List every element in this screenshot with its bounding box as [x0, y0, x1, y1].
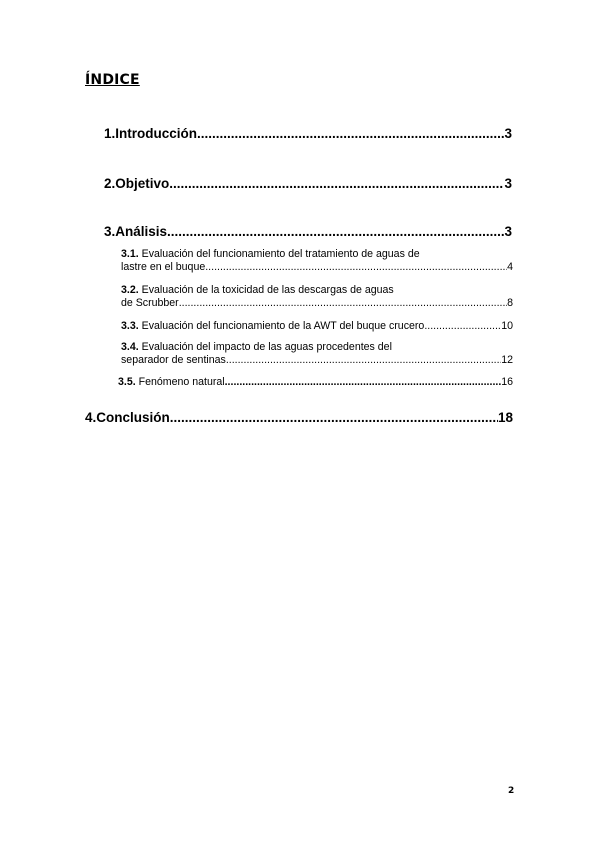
toc-subentry-title-cont: de Scrubber: [121, 297, 179, 309]
toc-subentry-title: Evaluación del funcionamiento del tratamiento de aguas de: [141, 248, 420, 260]
toc-entry-introduccion[interactable]: [104, 126, 512, 141]
toc-leader-dots: [424, 320, 501, 333]
toc-subentry-page: 4: [507, 261, 513, 273]
toc-subentry-title: Evaluación del impacto de las aguas procedentes del: [141, 341, 392, 353]
toc-entry-page: 3: [504, 126, 512, 141]
toc-entry-page: 3: [504, 224, 512, 239]
toc-subentry-3-1[interactable]: [121, 248, 513, 274]
toc-subentry-line1: [121, 341, 513, 354]
toc-subentry-line1: [121, 284, 513, 297]
toc-leader-dots: [226, 354, 501, 367]
toc-subentry-line2: [121, 297, 513, 310]
toc-subentry-number: 3.2.: [121, 284, 139, 296]
toc-leader-dots: [205, 261, 507, 274]
toc-leader-dots: [167, 224, 504, 239]
toc-subentry-3-5[interactable]: [118, 376, 513, 389]
toc-leader-dots: [170, 410, 498, 425]
toc-subentry-number: 3.4.: [121, 341, 139, 353]
toc-subentry-3-3[interactable]: [121, 320, 513, 333]
toc-subentry-line1: [121, 248, 513, 261]
toc-subentry-number: 3.5.: [118, 376, 136, 388]
toc-subentry-line2: [121, 261, 513, 274]
toc-entry-title: 2.Objetivo: [104, 176, 170, 191]
toc-subentry-line2: [121, 354, 513, 367]
toc-subentry-title: Evaluación de la toxicidad de las descargas de aguas: [141, 284, 394, 296]
toc-subentry-page: 12: [501, 354, 513, 366]
toc-subentry-title: Fenómeno natural: [138, 376, 225, 388]
toc-subentry-title-cont: lastre en el buque: [121, 261, 206, 273]
toc-entry-title: 4.Conclusión: [85, 410, 170, 425]
toc-entry-analisis[interactable]: [104, 224, 512, 239]
toc-leader-dots: [179, 297, 507, 310]
page-number: 2: [508, 786, 515, 796]
toc-entry-page: 3: [504, 176, 512, 191]
toc-subentry-3-2[interactable]: [121, 284, 513, 310]
toc-subentry-title: Evaluación del funcionamiento de la AWT del buque crucero: [141, 320, 425, 332]
toc-entry-page: 18: [497, 410, 513, 425]
toc-entry-conclusion[interactable]: [85, 410, 513, 425]
toc-leader-dots: [169, 176, 504, 191]
toc-subentry-page: 10: [501, 320, 513, 332]
toc-subentry-page: 8: [507, 297, 513, 309]
toc-leader-dots: [225, 376, 502, 389]
toc-subentry-3-4[interactable]: [121, 341, 513, 367]
toc-subentry-number: 3.1.: [121, 248, 139, 260]
toc-subentry-page: 16: [501, 376, 513, 388]
toc-entry-objetivo[interactable]: [104, 176, 512, 191]
index-heading: ÍNDICE: [85, 72, 140, 88]
toc-entry-title: 1.Introducción: [104, 126, 198, 141]
toc-subentry-number: 3.3.: [121, 320, 139, 332]
toc-subentry-title-cont: separador de sentinas: [121, 354, 226, 366]
toc-entry-title: 3.Análisis: [104, 224, 168, 239]
toc-leader-dots: [197, 126, 504, 141]
